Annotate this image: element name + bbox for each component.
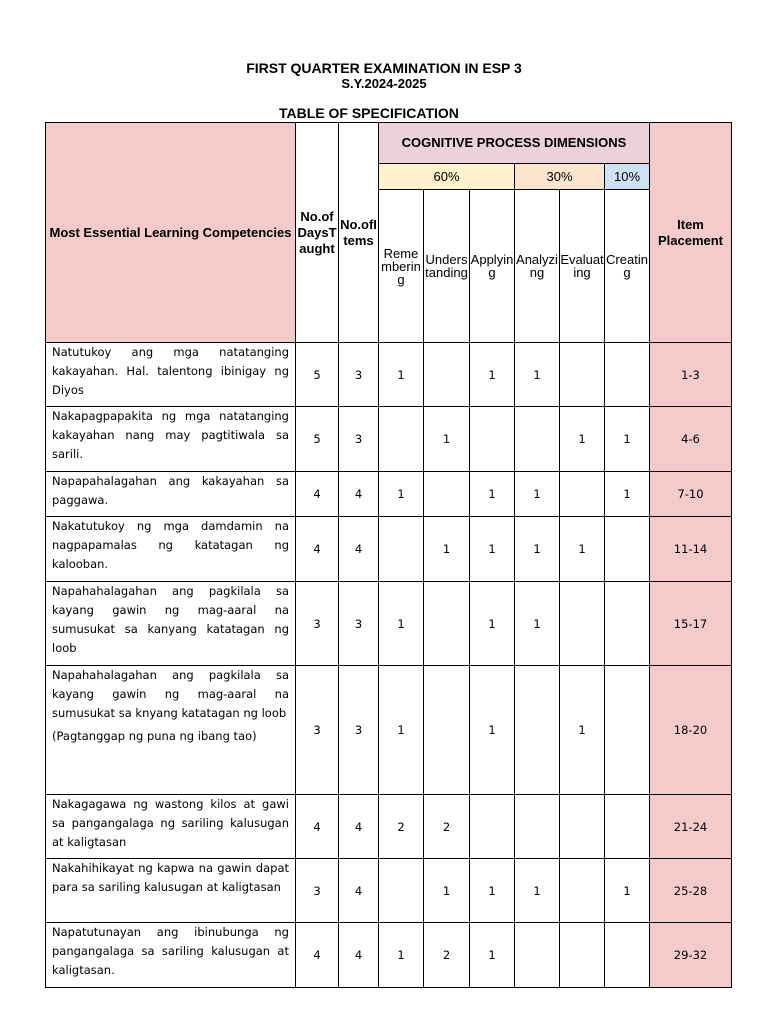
applying-cell [470, 407, 515, 472]
days-cell: 5 [296, 407, 339, 472]
placement-cell: 11-14 [650, 517, 732, 582]
table-row [46, 343, 732, 407]
remembering-header: Remembering [379, 190, 424, 343]
creating-cell [605, 666, 650, 795]
items-cell: 4 [339, 923, 379, 988]
competency-cell [46, 859, 296, 923]
items-cell: 3 [339, 407, 379, 472]
applying-cell: 1 [470, 666, 515, 795]
competency-text: Nakahihikayat ng kapwa na gawin dapat para sa sariling kalusugan at kaligtasan [52, 861, 289, 894]
days-cell: 4 [296, 472, 339, 517]
placement-cell: 15-17 [650, 582, 732, 666]
days-cell: 4 [296, 923, 339, 988]
items-cell: 4 [339, 517, 379, 582]
creating-cell [605, 343, 650, 407]
creating-cell [605, 517, 650, 582]
table-row [46, 923, 732, 988]
competency-text: Natutukoy ang mga natatanging kakayahan. Hal. talentong ibinigay ng Diyos [52, 345, 289, 397]
school-year: S.Y.2024-2025 [341, 76, 427, 91]
remembering-cell: 1 [379, 582, 424, 666]
understanding-cell: 1 [424, 517, 470, 582]
competency-text: Napatutunayan ang ibinubunga ng pangangalaga sa sariling kalusugan at kaligtasan. [52, 925, 289, 977]
pct-60-header: 60% [379, 164, 515, 190]
num-items-header: No.ofItems [339, 123, 379, 343]
days-cell: 3 [296, 859, 339, 923]
competency-cell [46, 407, 296, 472]
evaluating-cell [560, 795, 605, 859]
placement-cell: 4-6 [650, 407, 732, 472]
remembering-cell [379, 859, 424, 923]
evaluating-cell [560, 582, 605, 666]
analyzing-cell [515, 666, 560, 795]
competency-cell [46, 795, 296, 859]
understanding-cell [424, 666, 470, 795]
analyzing-header: Analyzing [515, 190, 560, 343]
remembering-cell [379, 407, 424, 472]
placement-cell: 29-32 [650, 923, 732, 988]
competency-cell [46, 666, 296, 795]
exam-title: FIRST QUARTER EXAMINATION IN ESP 3 [246, 60, 522, 76]
table-row [46, 859, 732, 923]
remembering-cell: 2 [379, 795, 424, 859]
analyzing-cell: 1 [515, 517, 560, 582]
applying-cell: 1 [470, 472, 515, 517]
table-row [46, 795, 732, 859]
competency-cell [46, 923, 296, 988]
applying-cell: 1 [470, 343, 515, 407]
evaluating-cell [560, 472, 605, 517]
table-row [46, 407, 732, 472]
items-cell: 3 [339, 343, 379, 407]
understanding-cell: 1 [424, 859, 470, 923]
placement-cell: 7-10 [650, 472, 732, 517]
competency-text: Napahahalagahan ang pagkilala sa kayang gawin ng mag-aaral na sumusukat sa knyang katatagan ng loob [52, 668, 289, 720]
table-row [46, 517, 732, 582]
creating-cell [605, 795, 650, 859]
remembering-cell: 1 [379, 923, 424, 988]
days-cell: 3 [296, 582, 339, 666]
items-cell: 4 [339, 472, 379, 517]
competency-cell [46, 472, 296, 517]
competency-cell [46, 582, 296, 666]
table-title: TABLE OF SPECIFICATION [279, 105, 459, 121]
creating-cell: 1 [605, 407, 650, 472]
evaluating-cell: 1 [560, 666, 605, 795]
understanding-cell: 2 [424, 923, 470, 988]
analyzing-cell: 1 [515, 472, 560, 517]
understanding-cell [424, 343, 470, 407]
remembering-cell: 1 [379, 472, 424, 517]
days-taught-header: No.ofDaysTaught [296, 123, 339, 343]
competency-text: Nakapagpapakita ng mga natatanging kakayahan nang may pagtitiwala sa sarili. [52, 409, 289, 461]
applying-cell: 1 [470, 517, 515, 582]
pct-10-header: 10% [605, 164, 650, 190]
understanding-header: Understanding [424, 190, 470, 343]
creating-cell [605, 923, 650, 988]
placement-cell: 18-20 [650, 666, 732, 795]
evaluating-cell [560, 859, 605, 923]
items-cell: 4 [339, 859, 379, 923]
placement-cell: 25-28 [650, 859, 732, 923]
analyzing-cell: 1 [515, 859, 560, 923]
understanding-cell [424, 472, 470, 517]
table-row [46, 582, 732, 666]
evaluating-header: Evaluating [560, 190, 605, 343]
pct-30-header: 30% [515, 164, 605, 190]
applying-cell [470, 795, 515, 859]
creating-cell [605, 582, 650, 666]
placement-cell: 21-24 [650, 795, 732, 859]
competency-cell [46, 343, 296, 407]
remembering-cell [379, 517, 424, 582]
applying-cell: 1 [470, 859, 515, 923]
competency-text: Napahahalagahan ang pagkilala sa kayang gawin ng mag-aaral na sumusukat sa kanyang katatagan ng loob [52, 584, 289, 655]
creating-cell: 1 [605, 859, 650, 923]
analyzing-cell: 1 [515, 582, 560, 666]
table-row [46, 666, 732, 795]
applying-cell: 1 [470, 582, 515, 666]
applying-cell: 1 [470, 923, 515, 988]
analyzing-cell [515, 795, 560, 859]
remembering-cell: 1 [379, 343, 424, 407]
competencies-header: Most Essential Learning Competencies [46, 123, 296, 343]
evaluating-cell [560, 343, 605, 407]
competency-text: Nakatutukoy ng mga damdamin na nagpapamalas ng katatagan ng kalooban. [52, 519, 289, 571]
applying-header: Applying [470, 190, 515, 343]
creating-cell: 1 [605, 472, 650, 517]
understanding-cell: 2 [424, 795, 470, 859]
evaluating-cell: 1 [560, 407, 605, 472]
placement-header: Item Placement [650, 123, 732, 343]
days-cell: 5 [296, 343, 339, 407]
creating-header: Creating [605, 190, 650, 343]
days-cell: 4 [296, 517, 339, 582]
competency-cell [46, 517, 296, 582]
cognitive-header: COGNITIVE PROCESS DIMENSIONS [379, 123, 650, 164]
items-cell: 4 [339, 795, 379, 859]
competency-note: (Pagtanggap ng puna ng ibang tao) [52, 729, 257, 743]
competency-text: Nakagagawa ng wastong kilos at gawi sa pangangalaga ng sariling kalusugan at kaligtasan [52, 797, 289, 849]
remembering-cell: 1 [379, 666, 424, 795]
days-cell: 4 [296, 795, 339, 859]
evaluating-cell: 1 [560, 517, 605, 582]
table-row [46, 472, 732, 517]
days-cell: 3 [296, 666, 339, 795]
evaluating-cell [560, 923, 605, 988]
analyzing-cell: 1 [515, 343, 560, 407]
items-cell: 3 [339, 666, 379, 795]
analyzing-cell [515, 407, 560, 472]
specification-table [45, 122, 732, 988]
placement-cell: 1-3 [650, 343, 732, 407]
understanding-cell [424, 582, 470, 666]
understanding-cell: 1 [424, 407, 470, 472]
items-cell: 3 [339, 582, 379, 666]
competency-text: Napapahalagahan ang kakayahan sa paggawa. [52, 474, 289, 507]
analyzing-cell [515, 923, 560, 988]
